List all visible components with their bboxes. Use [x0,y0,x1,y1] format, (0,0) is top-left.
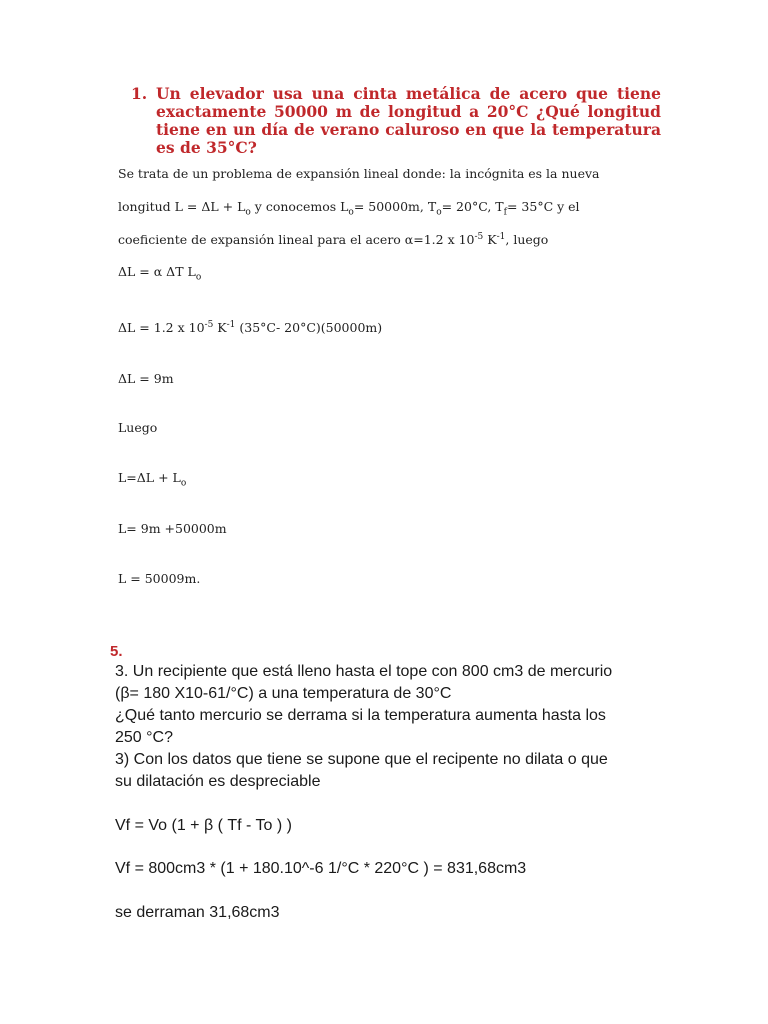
section5-formula: Vf = Vo (1 + β ( Tf - To ) ) [115,817,292,834]
problem1-question-text: Un elevador usa una cinta metálica de acero que tiene exactamente 50000 m de longitud a 20°C ¿Qué longitud tiene en un día de verano caluroso en que la temperatura es de 35°C? [156,84,661,157]
intro-text-c: = 50000m, T [353,199,437,214]
problem1-number: 1. [131,84,148,103]
subst-b: K [213,320,227,335]
intro-text-e: = 35°C y el coeficiente de expansión lineal para el acero α=1.2 x 10 [118,199,580,247]
problem1-final: L = 50009m. [118,571,201,586]
section5-line: 3) Con los datos que tiene se supone que el recipente no dilata o que [115,751,608,768]
intro-kexp: -1 [496,231,506,242]
intro-text-a: Se trata de un problema de expansión lineal donde: la incógnita es la nueva longitud L = ΔL + L [118,166,600,214]
section5-line: 250 °C? [115,729,173,746]
subst-exp: -5 [204,319,214,330]
intro-sub-f: f [503,207,507,218]
intro-text-d: = 20°C, T [441,199,504,214]
section5-line: (β= 180 X10-61/°C) a una temperatura de 30°C [115,685,452,702]
formula2-main: L=ΔL + L [118,470,181,485]
formula-main: ΔL = α ΔT L [118,264,196,279]
intro-text-f: K [483,232,497,247]
intro-exp: -5 [474,231,484,242]
formula-sub: o [195,272,202,283]
problem1-then: Luego [118,420,158,435]
section5-answer: se derraman 31,68cm3 [115,904,280,921]
intro-text-b: y conocemos L [250,199,349,214]
problem1-formula2 [118,470,187,489]
intro-sub-o-2: o [348,207,354,218]
problem1-result1: ΔL = 9m [118,371,174,386]
intro-text-g: , luego [505,232,549,247]
problem1-formula [118,264,202,283]
problem1-question [131,85,661,157]
section5-heading: 5. [110,643,123,660]
section5-line: 3. Un recipiente que está lleno hasta el tope con 800 cm3 de mercurio [115,663,613,680]
subst-a: ΔL = 1.2 x 10 [118,320,205,335]
subst-c: (35°C- 20°C)(50000m) [235,320,383,335]
problem1-substitution2: L= 9m +50000m [118,521,227,536]
section5-calculation: Vf = 800cm3 * (1 + 180.10^-6 1/°C * 220°C ) = 831,68cm3 [115,860,527,877]
section5-line: su dilatación es despreciable [115,773,321,790]
intro-sub-o: o [245,207,251,218]
formula2-sub: o [180,478,187,489]
problem1-substitution [118,320,382,335]
intro-sub-o-3: o [436,207,442,218]
subst-kexp: -1 [226,319,236,330]
section5-line: ¿Qué tanto mercurio se derrama si la temperatura aumenta hasta los [115,707,606,724]
problem1-intro [118,157,648,256]
